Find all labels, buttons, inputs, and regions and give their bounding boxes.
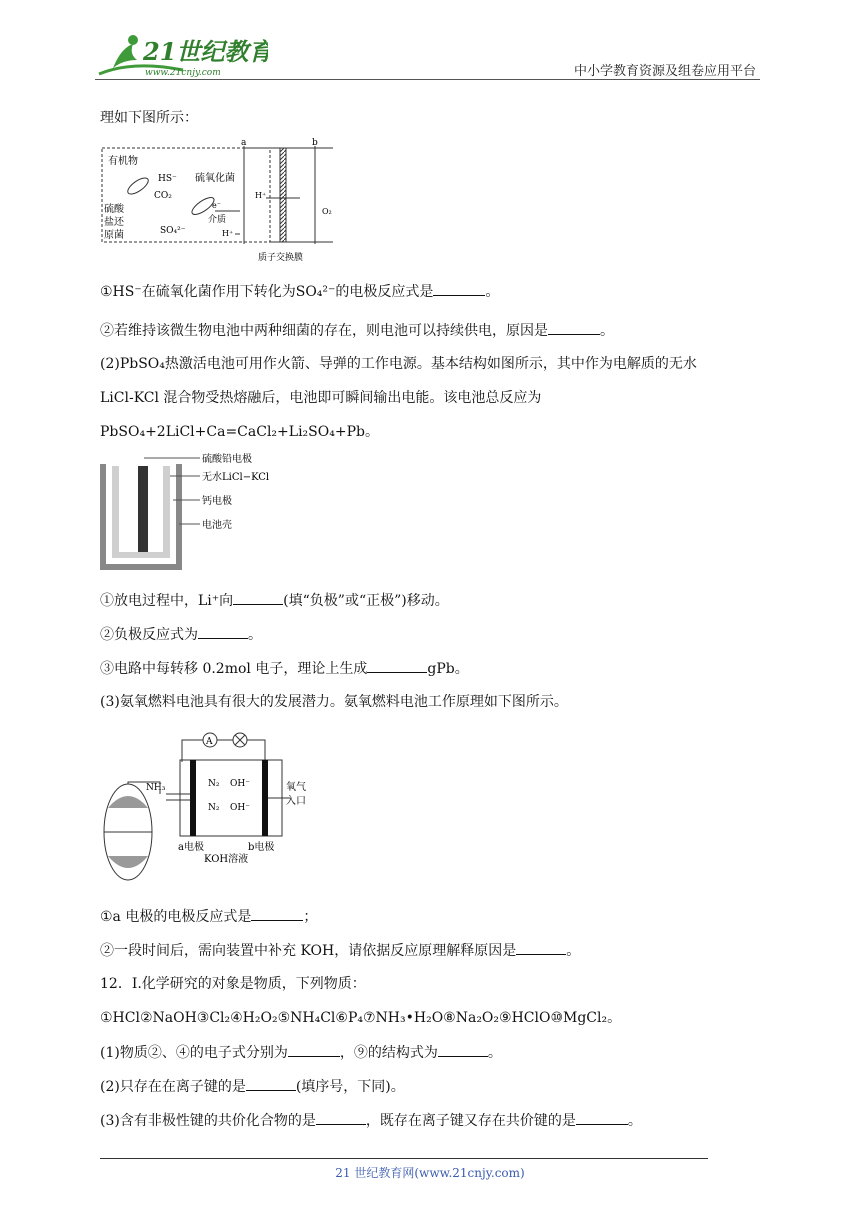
question-2: ②若维持该微生物电池中两种细菌的存在，则电池可以持续供电，原因是 。 bbox=[100, 320, 614, 341]
svg-text:OH⁻: OH⁻ bbox=[230, 779, 250, 789]
question-4: ②负极反应式为 。 bbox=[100, 624, 262, 645]
sub-question-3: (3)含有非极性键的共价化合物的是 ，既存在离子键又存在共价键的是 。 bbox=[100, 1110, 642, 1131]
svg-text:KOH溶液: KOH溶液 bbox=[204, 854, 249, 865]
svg-text:b: b bbox=[312, 138, 318, 148]
svg-text:钙电极: 钙电极 bbox=[202, 496, 232, 507]
svg-text:O₂: O₂ bbox=[322, 207, 332, 216]
svg-text:硫酸铅电极: 硫酸铅电极 bbox=[202, 454, 252, 465]
svg-text:NH₃: NH₃ bbox=[146, 783, 166, 793]
svg-text:电池壳: 电池壳 bbox=[202, 520, 232, 531]
question-6: ①a 电极的电极反应式是 ； bbox=[100, 906, 317, 927]
substance-list: ①HCl②NaOH③Cl₂④H₂O₂⑤NH₄Cl⑥P₄⑦NH₃•H₂O⑧Na₂O₂⑨HClO⑩MgCl₂。 bbox=[100, 1010, 622, 1026]
svg-text:介质: 介质 bbox=[208, 215, 227, 225]
text-line: 理如下图所示： bbox=[100, 110, 198, 126]
platform-title: 中小学教育资源及组卷应用平台 bbox=[573, 64, 756, 79]
paragraph-3: (3)氨氧燃料电池具有很大的发展潜力。氨氧燃料电池工作原理如下图所示。 bbox=[100, 694, 568, 710]
svg-text:硫氧化菌: 硫氧化菌 bbox=[195, 173, 235, 184]
runner-icon bbox=[113, 44, 137, 68]
svg-text:a: a bbox=[241, 138, 247, 148]
footer-link[interactable]: 21 世纪教育网(www.21cnjy.com) bbox=[335, 1166, 525, 1180]
question-12: 12．I.化学研究的对象是物质，下列物质： bbox=[100, 976, 366, 992]
svg-text:有机物: 有机物 bbox=[108, 156, 138, 167]
svg-text:SO₄²⁻: SO₄²⁻ bbox=[160, 226, 186, 236]
paragraph-2c: PbSO₄+2LiCl+Ca=CaCl₂+Li₂SO₄+Pb。 bbox=[100, 424, 379, 440]
svg-text:H⁺: H⁺ bbox=[255, 191, 267, 200]
svg-text:无水LiCl−KCl: 无水LiCl−KCl bbox=[202, 472, 270, 483]
sub-question-1: (1)物质②、④的电子式分别为 ，⑨的结构式为 。 bbox=[100, 1042, 502, 1063]
logo-text: 21世纪教育 bbox=[143, 37, 268, 66]
svg-text:入口: 入口 bbox=[286, 796, 306, 807]
question-7: ②一段时间后，需向装置中补充 KOH，请依据反应原理解释原因是 。 bbox=[100, 940, 580, 961]
svg-text:e⁻: e⁻ bbox=[212, 201, 221, 210]
svg-text:b电极: b电极 bbox=[248, 842, 275, 853]
svg-text:原菌: 原菌 bbox=[104, 230, 124, 241]
svg-text:N₂: N₂ bbox=[208, 779, 220, 789]
question-1: ①HS⁻在硫氧化菌作用下转化为SO₄²⁻的电极反应式是 。 bbox=[100, 281, 499, 302]
footer-divider bbox=[100, 1158, 708, 1159]
question-5: ③电路中每转移 0.2mol 电子，理论上生成 gPb。 bbox=[100, 658, 469, 679]
logo-url: www.21cnjy.com bbox=[145, 68, 221, 78]
svg-text:氧气: 氧气 bbox=[286, 782, 306, 793]
svg-text:H⁺: H⁺ bbox=[222, 229, 234, 238]
question-3: ①放电过程中，Li⁺向 (填“负极”或“正极”)移动。 bbox=[100, 590, 449, 611]
thermal-battery-figure bbox=[100, 452, 300, 578]
svg-text:OH⁻: OH⁻ bbox=[230, 803, 250, 813]
paragraph-2a: (2)PbSO₄热激活电池可用作火箭、导弹的工作电源。基本结构如图所示，其中作为电解质的无水 bbox=[100, 356, 697, 372]
microbial-cell-figure bbox=[100, 136, 340, 270]
svg-text:a电极: a电极 bbox=[178, 842, 204, 853]
svg-text:质子交换膜: 质子交换膜 bbox=[258, 253, 304, 263]
ammonia-fuel-cell-figure bbox=[100, 728, 330, 888]
svg-text:硫酸: 硫酸 bbox=[104, 204, 124, 215]
site-logo bbox=[93, 30, 268, 80]
svg-text:HS⁻: HS⁻ bbox=[158, 174, 177, 184]
svg-text:盐还: 盐还 bbox=[104, 217, 124, 228]
header-divider bbox=[95, 79, 760, 80]
svg-text:CO₂: CO₂ bbox=[154, 191, 172, 201]
svg-text:A: A bbox=[206, 737, 213, 747]
sub-question-2: (2)只存在在离子键的是 (填序号，下同)。 bbox=[100, 1076, 405, 1097]
svg-text:N₂: N₂ bbox=[208, 803, 220, 813]
paragraph-2b: LiCl-KCl 混合物受热熔融后，电池即可瞬间输出电能。该电池总反应为 bbox=[100, 390, 542, 406]
